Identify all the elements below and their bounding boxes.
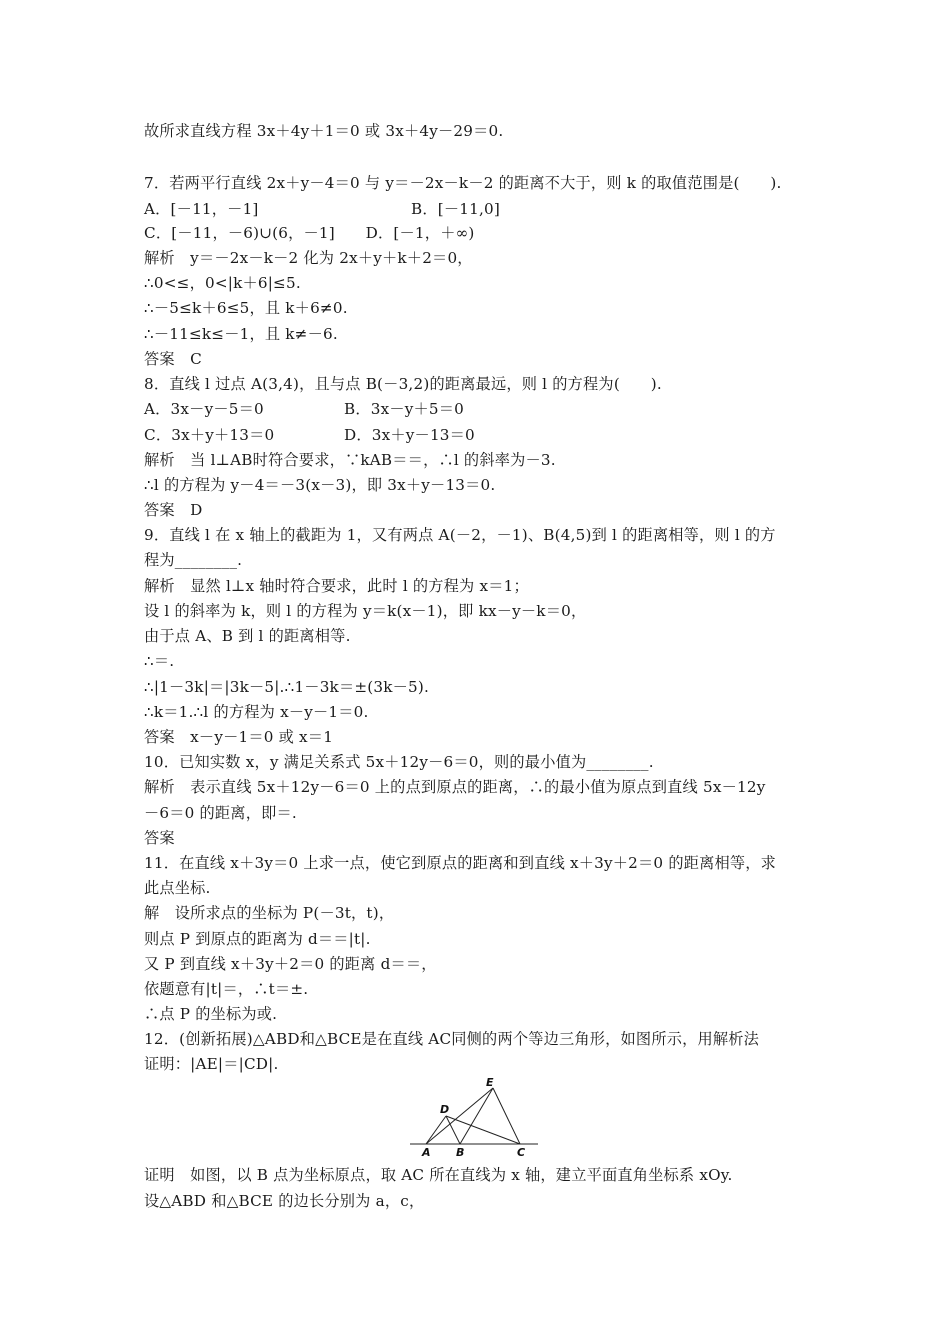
solution-line: 解 设所求点的坐标为 P(－3t，t)，	[144, 904, 395, 922]
solution-line: 设 l 的斜率为 k，则 l 的方程为 y＝k(x－1)，即 kx－y－k＝0，	[144, 602, 587, 620]
question-11: 11．在直线 x＋3y＝0 上求一点，使它到原点的距离和到直线 x＋3y＋2＝0 的距离相等，求	[144, 854, 777, 872]
label-b: B	[456, 1146, 465, 1159]
solution-line: 依题意有|t|＝，∴t＝±.	[144, 980, 309, 998]
question-9: 9．直线 l 在 x 轴上的截距为 1，又有两点 A(－2，－1)、B(4,5)到 l 的距离相等，则 l 的方	[144, 526, 776, 544]
option-c: C．3x＋y＋13＝0	[144, 426, 275, 444]
proof-line: 证明 如图，以 B 点为坐标原点，取 AC 所在直线为 x 轴，建立平面直角坐标系 xOy.	[144, 1166, 733, 1184]
options-line: C．[－11，－6)∪(6，－1] D．[－1，＋∞)	[144, 224, 475, 242]
question-12: 证明：|AE|＝|CD|.	[144, 1055, 279, 1073]
proof-line: 设△ABD 和△BCE 的边长分别为 a，c，	[144, 1192, 425, 1210]
solution-line: ∴点 P 的坐标为或.	[144, 1005, 278, 1023]
label-c: C	[517, 1146, 526, 1159]
solution-line: ∴＝.	[144, 652, 175, 670]
question-11: 此点坐标.	[144, 879, 211, 897]
answer-line: 答案 x－y－1＝0 或 x＝1	[144, 728, 334, 746]
solution-line: 解析 表示直线 5x＋12y－6＝0 上的点到原点的距离，∴的最小值为原点到直线 5x－12y	[144, 778, 766, 796]
solution-line: 解析 y＝－2x－k－2 化为 2x＋y＋k＋2＝0，	[144, 249, 473, 267]
answer-line: 答案	[144, 829, 175, 847]
option-a: A．[－11，－1]	[144, 200, 259, 218]
text-line: 故所求直线方程 3x＋4y＋1＝0 或 3x＋4y－29＝0.	[144, 122, 504, 140]
solution-line: ∴|1－3k|＝|3k－5|.∴1－3k＝±(3k－5).	[144, 678, 430, 696]
solution-line: 由于点 A、B 到 l 的距离相等.	[144, 627, 351, 645]
option-b: B．[－11,0]	[411, 200, 501, 218]
question-12: 12．(创新拓展)△ABD和△BCE是在直线 AC同侧的两个等边三角形，如图所示，用解析法	[144, 1030, 760, 1048]
solution-line: 解析 当 l⊥AB时符合要求，∵kAB＝＝，∴l 的斜率为－3.	[144, 451, 556, 469]
options-line	[144, 398, 844, 420]
question-8: 8．直线 l 过点 A(3,4)，且与点 B(－3,2)的距离最远，则 l 的方程为( ).	[144, 375, 662, 393]
option-a: A．3x－y－5＝0	[144, 400, 264, 418]
solution-line: ∴－5≤k＋6≤5，且 k＋6≠0.	[144, 299, 348, 317]
solution-line: －6＝0 的距离，即＝.	[144, 804, 297, 822]
triangle-figure	[408, 1076, 540, 1160]
label-e: E	[486, 1076, 494, 1089]
solution-line: 则点 P 到原点的距离为 d＝＝|t|.	[144, 930, 371, 948]
option-b: B．3x－y＋5＝0	[344, 400, 465, 418]
options-line	[144, 424, 844, 446]
solution-line: 又 P 到直线 x＋3y＋2＝0 的距离 d＝＝，	[144, 955, 437, 973]
solution-line: ∴－11≤k≤－1，且 k≠－6.	[144, 325, 338, 343]
option-d: D．3x＋y－13＝0	[344, 426, 475, 444]
solution-line: ∴l 的方程为 y－4＝－3(x－3)，即 3x＋y－13＝0.	[144, 476, 496, 494]
segment-ae	[426, 1088, 493, 1144]
options-line	[144, 198, 844, 220]
solution-line: ∴k＝1.∴l 的方程为 x－y－1＝0.	[144, 703, 369, 721]
solution-line: 解析 显然 l⊥x 轴时符合要求，此时 l 的方程为 x＝1；	[144, 577, 529, 595]
label-a: A	[422, 1146, 431, 1159]
question-7: 7．若两平行直线 2x＋y－4＝0 与 y＝－2x－k－2 的距离不大于，则 k 的取值范围是( ).	[144, 174, 782, 192]
question-10: 10．已知实数 x，y 满足关系式 5x＋12y－6＝0，则的最小值为________.	[144, 753, 654, 771]
label-d: D	[440, 1103, 450, 1116]
solution-line: ∴0<≤，0<|k＋6|≤5.	[144, 274, 301, 292]
answer-line: 答案 C	[144, 350, 202, 368]
question-9: 程为________.	[144, 551, 243, 569]
answer-line: 答案 D	[144, 501, 203, 519]
geometry-diagram	[408, 1076, 540, 1160]
segment-be	[460, 1088, 493, 1144]
